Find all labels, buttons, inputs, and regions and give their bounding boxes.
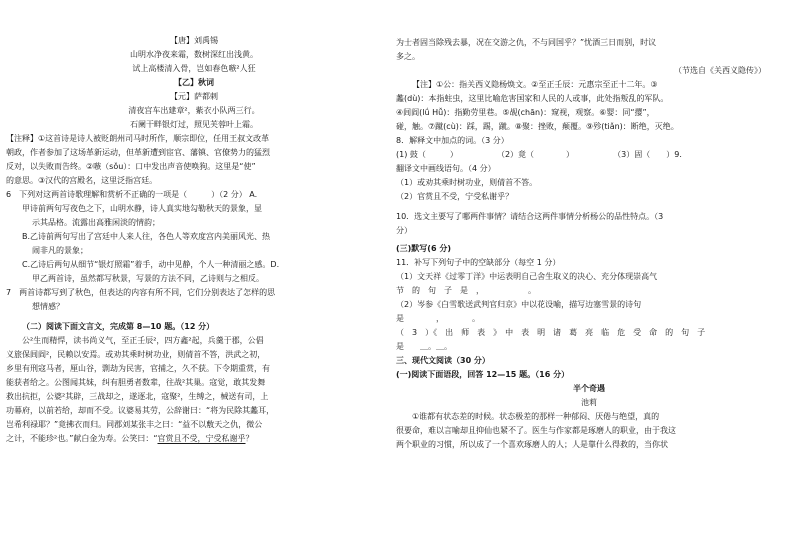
q7-line: 想情感？ (32, 302, 64, 311)
article-title: 半个奇遇 (573, 384, 605, 393)
passage-line: 能获者给之。公图闻其妹，纠有胆勇者数辈，往战²其巢。寇觉，敢其发舞 (6, 378, 266, 387)
article-author: 池莉 (581, 398, 597, 407)
q9-item: （2）官赏且不受，宁受私谢乎？ (396, 192, 514, 201)
section-2 (6, 320, 382, 446)
article-line: 两个职业的习惯，所以成了一个喜欢琢磨人的人；人是靠什么得救的，当你状 (396, 440, 668, 449)
section-3-subheading: (一)阅读下面语段，回答 12—15 题。（16 分） (396, 370, 570, 379)
poem-a-line-2: 试上高楼清入骨，岂如春色嗾²人狂 (132, 64, 256, 73)
poem-b-author: 【元】萨都剌 (170, 92, 218, 101)
q8-item-2: （2）竟（ ） (496, 150, 575, 159)
notes-line: 碰，触。⑦蹴(cù)：踩，踢，蹴。⑧聚：挫败，颠覆。⑨殄(tiǎn)：断绝，灭绝。 (396, 122, 679, 131)
q6-stem: 6 下列对这两首诗歌理解和赏析不正确的一项是（ ）（2 分） A. (6, 190, 258, 199)
question-11: 11．补写下列句子中的空缺部分（每空 1 分） (396, 258, 561, 267)
passage-line: 公²生而精悍，读书尚义气，至正壬辰²，四方鑫²起，兵羹于郡，公倡 (22, 336, 264, 345)
q8-items (396, 148, 782, 162)
passage-notes (396, 78, 782, 134)
underlined-sentence: 官赏且不受，宁受私谢乎 (157, 434, 246, 443)
q8-item-3: （3）固（ ）9. (613, 150, 682, 159)
poem-b-line-1: 清夜宫车出建章²，紫衣小队两三行。 (128, 106, 260, 115)
q11-item-1: （1）文天祥《过零丁洋》中运表明自己舍生取义的决心、充分体现崇高气 (396, 272, 658, 281)
dictation-heading: (三)默写(6 分) (396, 244, 451, 253)
q6-option-c-line: C.乙诗后两句从细节“银灯照霜”着手，动中见静，个人一种清丽之感。D. (22, 260, 280, 269)
q6-option-a-line: 甲诗前两句写夜色之下，山明水静，诗人真实地勾勒秋天的景象，显 (22, 204, 262, 213)
passage-line: 救出抗拒，公婆²其辟，三战却之，遂逐北，寇聚²，生缚之，械送有司，上 (6, 392, 269, 401)
right-column (396, 36, 782, 452)
passage-source: （节选自《关西义隐传》） (674, 66, 766, 75)
q7-line: 7 两首诗都写到了秋色，但表达的内容有所不同，它们分别表达了怎样的思 (6, 288, 276, 297)
q11-item-2-cont: 是 ， 。 (396, 314, 480, 323)
question-7 (6, 286, 382, 314)
q6-option-d-line: 甲乙两首诗，虽然都写秋景，写景的方法不同，乙诗则与之相反。 (32, 274, 264, 283)
passage-line: 义旅保闾阎²，民赖以安焉。或劝其乘时树功业，则倩首不答，洪武之初， (6, 350, 266, 359)
poem-a-line-1: 山明水净夜来霜，数树深红出浅黄。 (130, 50, 258, 59)
q11-item-3: （ 3 ）《 出 师 表 》 中 表 明 诸 葛 亮 临 危 受 命 的 句 子 (396, 328, 706, 337)
poem-a-title: 【唐】刘禹锡 (170, 36, 218, 45)
poem-b-line-2: 石阑干畔银灯过，照见芙蓉叶上霜。 (130, 120, 258, 129)
q6-option-b-line: 闹非凡的景象； (32, 246, 88, 255)
passage-continued: 多之。 (396, 52, 420, 61)
left-column (6, 34, 382, 446)
poem-notes (6, 132, 382, 188)
section-3-heading: 三、现代文阅读（30 分） (396, 356, 490, 365)
question-8: 8．解释文中加点的词。（3 分） (396, 136, 509, 145)
q6-option-a-line: 示其品格。流露出高雅闲淡的情韵； (32, 218, 160, 227)
notes-line: 蠡(dù)：本指蛀虫，这里比喻危害国家和人民的人或事，此处指叛乱的军队。 (396, 94, 669, 103)
passage-line: 岂希利禄耶？”竟拂衣而归。同郡刘某张丰之曰：“益不以敷天之仇，微公 (6, 420, 263, 429)
notes-line: 朝政，作者参加了这场革新运动，但革新遭到宦官、藩镇、官僚势力的猛烈 (6, 148, 270, 157)
notes-line: 【注】①公：指关西义隐杨焕文。②至正壬辰：元惠宗至正十二年。③ (412, 80, 658, 89)
q11-item-2: （2）岑参《白雪歌送武判官归京》中以花设喻，描写边塞雪景的诗句 (396, 300, 642, 309)
question-10-cont: 分） (396, 226, 412, 235)
question-9: 翻译文中画线语句。（4 分） (396, 164, 496, 173)
article-line: 很要命，难以言喻却且抑仙也紧不了。医生与作家都是琢磨人的职业，由于我这 (396, 426, 676, 435)
q11-item-3-cont: 是 ＿。＿。 (396, 342, 452, 351)
passage-line: 乡里有刑寇马者，厘山谷，剽劫为民害，官捕之，久不获。下令期重赏，有 (6, 364, 270, 373)
notes-line: 的意思。③汉代的宫殿名，这里泛指宫廷。 (6, 176, 158, 185)
passage-tail: ？ (245, 434, 254, 443)
article-line: ①谁都有状态差的时候。状态极差的那样一种郁闷、厌倦与绝望，真的 (412, 412, 660, 421)
question-6 (6, 188, 382, 286)
passage-line-last (6, 432, 382, 446)
q8-item-1: (1) 鼓（ ） (396, 150, 458, 159)
notes-line: 【注释】①这首诗是诗人被贬朗州司马时所作，顺宗即位，任用王叔文改革 (6, 134, 270, 143)
poem-b-heading: 【乙】秋词 (174, 78, 214, 87)
q6-option-b-line: B.乙诗前两句写出了宫廷中人来人往，各色人等欢度宫内美丽风光、热 (22, 232, 271, 241)
question-10: 10．选文主要写了哪两件事情？请结合这两件事情分析杨公的品性特点。（3 (396, 212, 664, 221)
section-2-heading: （二）阅读下面文言文，完成第 8—10 题。（12 分） (22, 322, 215, 331)
passage-line: 之计，不能珍²也。”献白金为寿。公笑曰：“ (6, 434, 158, 443)
notes-line: 反对，以失败而告终。②嗾（sǒu）：口中发出声音使唤狗。这里是“使” (6, 162, 256, 171)
notes-line: ④闾阎(lǘ Hǚ)：指勤劳里巷。⑤觇(chān)：窥视，观察。⑥婴：同“撄”， (396, 108, 655, 117)
passage-line: 功幕府，以前若给，却而不受。议婆易其劳，公辞谢曰：“将为民除其蠡耳， (6, 406, 275, 415)
q9-item: （1）或劝其乘时树功业，则倩首不答。 (396, 178, 538, 187)
q11-item-1-cont: 节 的 句 子 是 ， 。 (396, 286, 536, 295)
passage-continued: 为士者固当除残去暴，况在交游之仇，不与同国乎？”忧酒三日而别，时议 (396, 38, 657, 47)
